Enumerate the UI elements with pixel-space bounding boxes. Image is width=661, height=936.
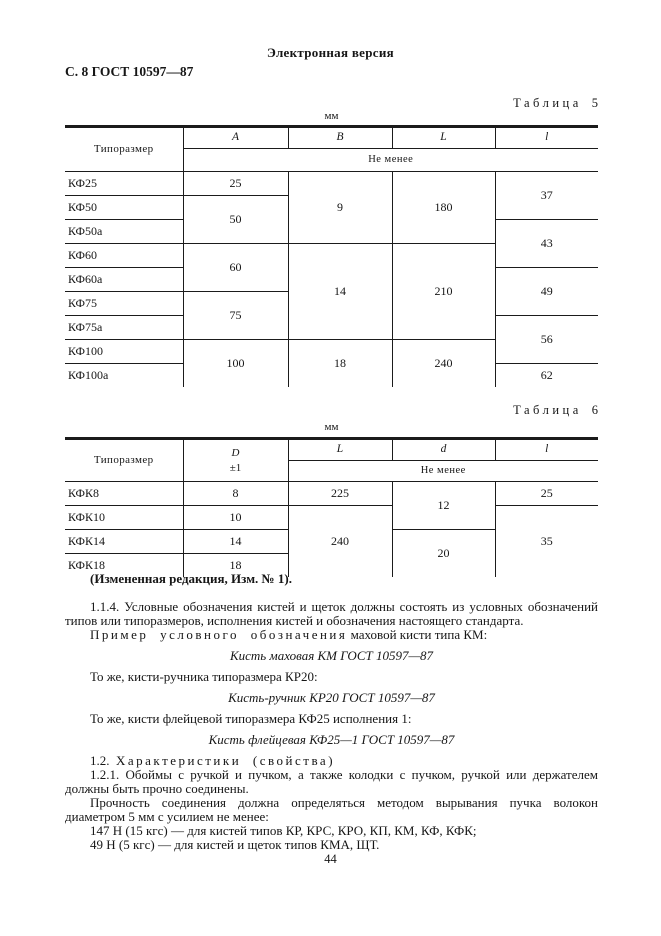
paragraph-1-1-4: 1.1.4. Условные обозначения кистей и щеток должны состоять из условных обозначений типов или типоразмеров, исполнения кистей и обозначения настоящего стандарта. [65,599,598,628]
row-label: КФ25 [65,172,183,196]
value-cell: 12 [392,482,495,530]
value-cell: 35 [495,506,598,578]
table5-header-row [65,127,598,149]
value-cell: 62 [495,364,598,388]
value-cell: 210 [392,244,495,340]
table-row [65,172,598,196]
value-cell: 225 [288,482,392,506]
col-header-l: l [495,127,598,149]
value-cell: 37 [495,172,598,220]
value-cell: 56 [495,316,598,364]
value-cell: 43 [495,220,598,268]
table6-unit-label: мм [324,421,339,433]
value-cell: 100 [183,340,288,388]
page-number: 44 [324,852,337,866]
value-cell: 25 [183,172,288,196]
value-cell: 60 [183,244,288,292]
table6-caption [65,403,598,418]
row-label: КФ75 [65,292,183,316]
value-cell: 240 [288,506,392,578]
row-label: КФК18 [65,554,183,578]
row-label: КФК10 [65,506,183,530]
col-header-d: d [392,439,495,461]
row-label: КФ60 [65,244,183,268]
strength-item-49: 49 Н (5 кгс) — для кистей и щеток типов КМА, ЩТ. [90,837,380,852]
row-label: КФ50 [65,196,183,220]
value-cell: 8 [183,482,288,506]
same-as-line-3: То же, кисти флейцевой типоразмера КФ25 исполнения 1: [90,711,412,726]
table6-header-row [65,439,598,461]
table-row [65,506,598,530]
col-header-D [183,439,288,482]
table5-caption-number: 5 [591,96,598,110]
example-intro-rest: маховой кисти типа КМ: [347,627,488,642]
col-header-B: B [288,127,392,149]
col-header-L: L [392,127,495,149]
row-label: КФ75а [65,316,183,340]
example-designation-1: Кисть маховая КМ ГОСТ 10597—87 [229,648,434,663]
value-cell: 25 [495,482,598,506]
row-label: КФК14 [65,530,183,554]
value-cell: 75 [183,292,288,340]
row-label: КФ50а [65,220,183,244]
table6-caption-number: 6 [591,403,598,417]
example-designation-2: Кисть-ручник КР20 ГОСТ 10597—87 [228,690,435,705]
body-text [65,572,598,852]
table5-caption-label: Таблица [513,96,582,110]
row-label: КФ100а [65,364,183,388]
value-cell: 50 [183,196,288,244]
same-as-line-2: То же, кисти-ручника типоразмера КР20: [90,669,318,684]
watermark-text: Электронная версия [267,45,394,60]
col-header-A: A [183,127,288,149]
col-header-D-tolerance: ±1 [229,461,242,474]
amended-note: (Измененная редакция, Изм. № 1). [90,571,292,586]
col-header-l: l [495,439,598,461]
value-cell: 18 [183,554,288,578]
table-6 [65,437,598,577]
section-number: 1.2. [90,753,110,768]
value-cell: 10 [183,506,288,530]
strength-item-147: 147 Н (15 кгс) — для кистей типов КР, КРС, КРО, КП, КМ, КФ, КФК; [90,823,477,838]
col-header-typesize: Типоразмер [65,127,183,172]
value-cell: 240 [392,340,495,388]
value-cell: 14 [288,244,392,340]
example-intro-line [65,628,598,642]
table5-caption [65,96,598,111]
row-label: КФ60а [65,268,183,292]
subheader-not-less: Не менее [183,149,598,172]
value-cell: 20 [392,530,495,578]
value-cell: 49 [495,268,598,316]
table-row [65,482,598,506]
col-header-D-symbol: D [231,446,240,459]
col-header-L: L [288,439,392,461]
doc-header: С. 8 ГОСТ 10597—87 [65,64,194,79]
subheader-not-less: Не менее [288,461,598,482]
table-5 [65,125,598,387]
value-cell: 180 [392,172,495,244]
paragraph-1-2-1: 1.2.1. Обоймы с ручкой и пучком, а также колодки с пучком, ручкой или держателем должны быть прочно соединены. [65,767,598,796]
section-heading-1-2 [65,754,598,768]
section-title: Характеристики (свойства) [116,753,336,768]
row-label: КФ100 [65,340,183,364]
example-designation-3: Кисть флейцевая КФ25—1 ГОСТ 10597—87 [208,732,455,747]
table6-caption-label: Таблица [513,403,582,417]
value-cell: 14 [183,530,288,554]
value-cell: 9 [288,172,392,244]
row-label: КФК8 [65,482,183,506]
example-intro-spaced: Пример условного обозначения [90,627,348,642]
table5-unit-label: мм [324,110,339,122]
paragraph-1-2-1-strength: Прочность соединения должна определяться методом вырывания пучка волокон диаметром 5 мм с усилием не менее: [65,795,598,824]
col-header-typesize: Типоразмер [65,439,183,482]
value-cell: 18 [288,340,392,388]
